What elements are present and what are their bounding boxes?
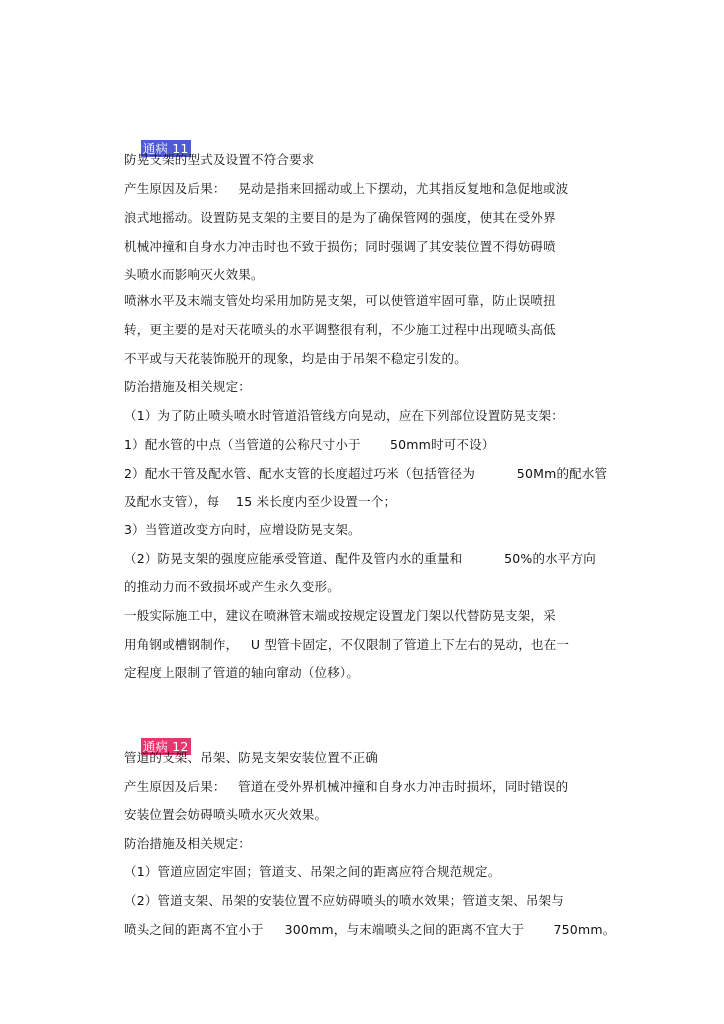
section-12-line: 安装位置会妨碍喷头喷水灭火效果。	[124, 807, 328, 822]
section-11-line: 一般实际施工中，建议在喷淋管末端或按规定设置龙门架以代替防晃支架，采	[124, 608, 556, 623]
section-12-tag: 通病 12	[142, 739, 189, 754]
section-11-line: 防治措施及相关规定：	[124, 379, 252, 394]
section-11-tag: 通病 11	[142, 141, 189, 156]
section-11-line: 产生原因及后果： 晃动是指来回摇动或上下摆动，尤其指反复地和急促地或波	[124, 181, 569, 196]
section-12-line: 防治措施及相关规定：	[124, 836, 252, 851]
section-11-line: 机械冲撞和自身水力冲击时也不致于损伤；同时强调了其安装位置不得妨碍喷	[124, 239, 556, 254]
section-11-line: 1）配水管的中点（当管道的公称尺寸小于 50mm时可不设）	[124, 437, 495, 452]
section-11-line: 的推动力而不致损坏或产生永久变形。	[124, 579, 340, 594]
section-11-line: 头喷水而影响灭火效果。	[124, 267, 264, 282]
section-12-line: （2）管道支架、吊架的安装位置不应妨碍喷头的喷水效果；管道支架、吊架与	[124, 893, 564, 908]
section-11-line: 3）当管道改变方向时，应增设防晃支架。	[124, 522, 361, 537]
section-11-line: 2）配水干管及配水管、配水支管的长度超过巧米（包括管径为 50Mm的配水管	[124, 466, 608, 481]
section-11-line: （2）防晃支架的强度应能承受管道、配件及管内水的重量和 50%的水平方向	[124, 551, 596, 566]
section-12-line: 产生原因及后果： 管道在受外界机械冲撞和自身水力冲击时损坏，同时错误的	[124, 779, 569, 794]
section-12-line: （1）管道应固定牢固；管道支、吊架之间的距离应符合规范规定。	[124, 864, 501, 879]
section-11-line: （1）为了防止喷头喷水时管道沿管线方向晃动，应在下列部位设置防晃支架：	[124, 408, 564, 423]
section-11-title: 防晃支架的型式及设置不符合要求	[124, 152, 315, 167]
section-12-title: 管道的支架、吊架、防晃支架安装位置不正确	[124, 750, 379, 765]
section-12-line: 喷头之间的距离不宜小于 300mm，与末端喷头之间的距离不宜大于 750mm。	[124, 922, 616, 937]
section-11-line: 用角钢或槽钢制作， U 型管卡固定，不仅限制了管道上下左右的晃动，也在一	[124, 637, 570, 652]
section-11-line: 定程度上限制了管道的轴向窜动（位移）。	[124, 665, 360, 680]
section-11-line: 不平或与天花装饰脱开的现象，均是由于吊架不稳定引发的。	[124, 351, 467, 366]
section-11-line: 转，更主要的是对天花喷头的水平调整很有利，不少施工过程中出现喷头高低	[124, 322, 556, 337]
section-11-line: 喷淋水平及末端支管处均采用加防晃支架，可以使管道牢固可靠，防止误喷扭	[124, 293, 556, 308]
section-11-line: 及配水支管），每 15 米长度内至少设置一个；	[124, 494, 397, 509]
section-11-line: 浪式地摇动。设置防晃支架的主要目的是为了确保管网的强度，使其在受外界	[124, 210, 556, 225]
